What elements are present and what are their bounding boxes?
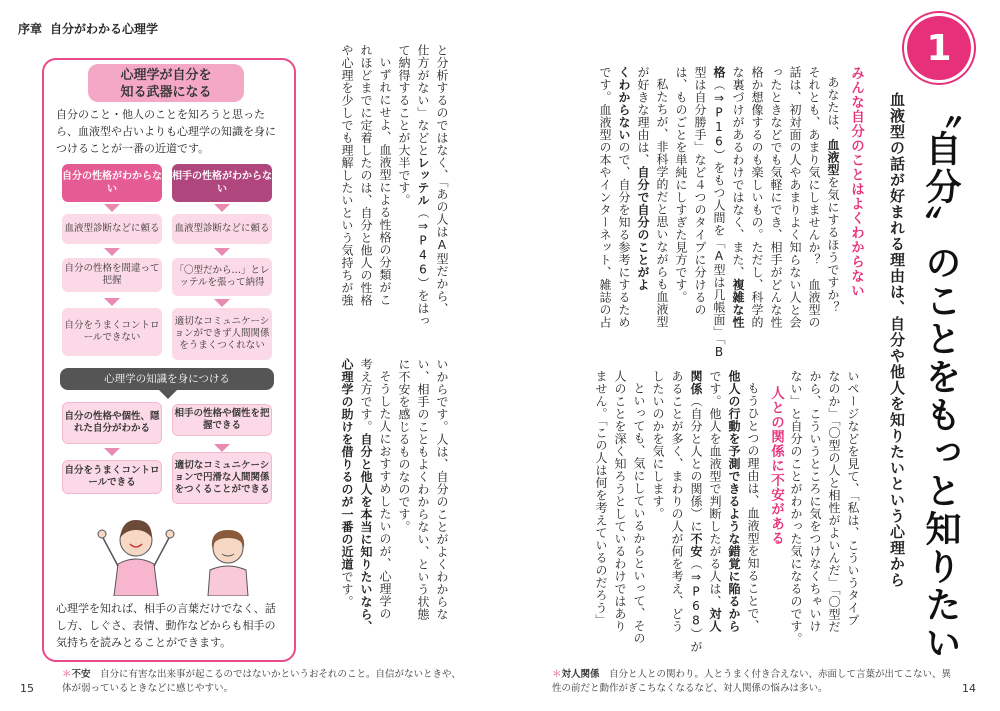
- footnote-right: ＊対人関係 自分と人との関わり。人とうまく付き合えない、赤面して言葉が出てこない、異性の前だと動作がぎこちなくなるなど、対人関係の悩みは多い。: [552, 669, 952, 694]
- flow-arrow: [214, 299, 230, 307]
- text-column: が好きな理由は、自分で自分のことがよ: [636, 66, 650, 291]
- text-column: と分析するのではなく、「あの人はA型だから、: [435, 44, 449, 315]
- text-column: 他人の行動を予測できるような錯覚に陥るから: [727, 370, 741, 633]
- right-column-head: 相手の性格がわからない: [172, 164, 272, 202]
- text-column: ない」と自分のことがわかった気になるのです。: [789, 370, 803, 645]
- right-box-1: 血液型診断などに頼る: [172, 214, 272, 244]
- text-column: いずれにせよ、血液型による性格の分類がこ: [378, 56, 392, 306]
- text-column: です。他人を血液型で判断したがる人は、対人: [708, 370, 722, 633]
- section-number-badge: 1: [907, 16, 971, 80]
- text-column: といっても、気にしているからといって、その: [632, 382, 646, 645]
- flow-arrow: [104, 298, 120, 306]
- text-column: 格か想像するのも楽しいもの。ただし、科学的: [750, 66, 764, 329]
- text-column: もうひとつの理由は、血液型を知ることで、: [746, 382, 760, 632]
- text-column: 考え方です。自分と他人を本当に知りたいなら、: [359, 358, 373, 633]
- text-column: 関係（自分と人との関係）に不安（⇒P68）が: [689, 370, 703, 653]
- page-number-left: 15: [20, 682, 34, 695]
- text-column: い、相手のこともよくわからない、という状態: [416, 358, 430, 621]
- text-column: や心理を少しでも理解したいという気持ちが強: [340, 44, 354, 307]
- text-column: に不安を感じるものなのです。: [397, 358, 411, 533]
- page-number-right: 14: [962, 682, 976, 695]
- left-box-3: 自分をうまくコントロールできない: [62, 308, 162, 356]
- right-box-2: 「〇型だから…」とレッテルを張って納得: [172, 258, 272, 296]
- text-column: 話は、初対面の人やあまりよく知らない人と会: [788, 66, 802, 329]
- section-title: 〝自分〟のことをもっと知りたい: [920, 92, 961, 662]
- flow-arrow: [214, 444, 230, 452]
- women-illustration: [92, 508, 272, 596]
- text-column: て納得することが大半です。: [397, 44, 411, 207]
- down-arrow-icon: [159, 390, 177, 399]
- text-column: な裏づけがあるわけではなく、また、複雑な性: [731, 66, 745, 329]
- footnote-left: ＊不安 自分に有害な出来事が起こるのではないかというおそれのこと。自信がないときや、体が弱っているときなどに感じやすい。: [62, 669, 461, 694]
- flow-arrow: [214, 248, 230, 256]
- text-column: あることが多く、まわりの人が何を考え、どう: [670, 370, 684, 633]
- knowledge-bar: 心理学の知識を身につける: [60, 368, 274, 390]
- text-column: そうした人におすすめしたいのが、心理学の: [378, 370, 392, 620]
- flow-arrow: [104, 448, 120, 456]
- left-box-2: 自分の性格を間違って把握: [62, 258, 162, 292]
- panel-intro: 自分のこと・他人のことを知ろうと思ったら、血液型や占いよりも心理学の知識を身につけることが一番の近道です。: [56, 108, 276, 155]
- left-result-2: 自分をうまくコントロールできる: [62, 460, 162, 494]
- text-column: 仕方がない」などとレッテル（⇒P46）をはっ: [416, 44, 430, 327]
- text-column: です。血液型の本やインターネット、雑誌の占: [598, 66, 612, 329]
- left-result-1: 自分の性格や個性、隠れた自分がわかる: [62, 402, 162, 444]
- panel-bottom-text: 心理学を知れば、相手の言葉だけでなく、話し方、しぐさ、表情、動作などからも相手の気持ちを読みとることができます。: [56, 602, 276, 649]
- text-column: 格（⇒P16）をもつ人間を「A型は几帳面」「B: [712, 66, 726, 360]
- text-column: いページなどを見て、「私は、こういうタイプ: [846, 370, 860, 627]
- text-column: くわからないので、自分を知る参考にするため: [617, 66, 631, 329]
- text-column: あなたは、血液型を気にするほうですか？: [826, 76, 840, 314]
- text-column: 心理学の助けを借りるのが一番の近道です。: [340, 358, 354, 608]
- text-column: 私たちが、非科学的だと思いながらも血液型: [655, 78, 669, 328]
- flow-arrow: [104, 248, 120, 256]
- text-column: は、ものごとを単純にしすぎた見方です。: [674, 66, 688, 304]
- subheading-2: 人との関係に不安がある: [768, 386, 784, 546]
- right-result-1: 相手の性格や個性を把握できる: [172, 404, 272, 436]
- text-column: ません。「この人は何を考えているのだろう」: [594, 370, 608, 627]
- text-column: ったときなどでも気軽にでき、相手がどんな性: [769, 66, 783, 329]
- right-result-2: 適切なコミュニケーションで円滑な人間関係をつくることができる: [172, 452, 272, 504]
- chapter-label: 序章: [18, 22, 43, 36]
- woman-left-figure: [98, 520, 174, 596]
- text-column: から、こういうところに気をつけなくちゃいけ: [808, 370, 822, 633]
- section-subtitle: 血液型の話が好まれる理由は、自分や他人を知りたいという心理から: [888, 92, 906, 588]
- text-column: れほどまでに定着したのは、自分と他人の性格: [359, 44, 373, 307]
- flow-arrow: [214, 204, 230, 212]
- chapter-title: 自分がわかる心理学: [50, 22, 159, 36]
- text-column: 型は自分勝手」など４つのタイプに分けるの: [693, 66, 707, 316]
- page-header: [18, 20, 158, 37]
- subheading-1: みんな自分のことはよくわからない: [848, 66, 864, 298]
- panel-title: 心理学が自分を 知る武器になる: [88, 64, 244, 102]
- flow-arrow: [104, 204, 120, 212]
- woman-right-figure: [208, 530, 248, 596]
- left-column-head: 自分の性格がわからない: [62, 164, 162, 202]
- text-column: したいのかを気にします。: [651, 370, 665, 520]
- text-column: いからです。人は、自分のことがよくわからな: [435, 358, 449, 621]
- right-box-3: 適切なコミュニケーションができず人間関係をうまくつくれない: [172, 308, 272, 360]
- left-box-1: 血液型診断などに頼る: [62, 214, 162, 244]
- text-column: 人のことを深く知ろうとしているわけではあり: [613, 370, 627, 633]
- text-column: それとも、あまり気にしませんか？ 血液型の: [807, 66, 821, 329]
- text-column: なのか」「〇型の人と相性がよいんだ」「〇型だ: [827, 370, 841, 633]
